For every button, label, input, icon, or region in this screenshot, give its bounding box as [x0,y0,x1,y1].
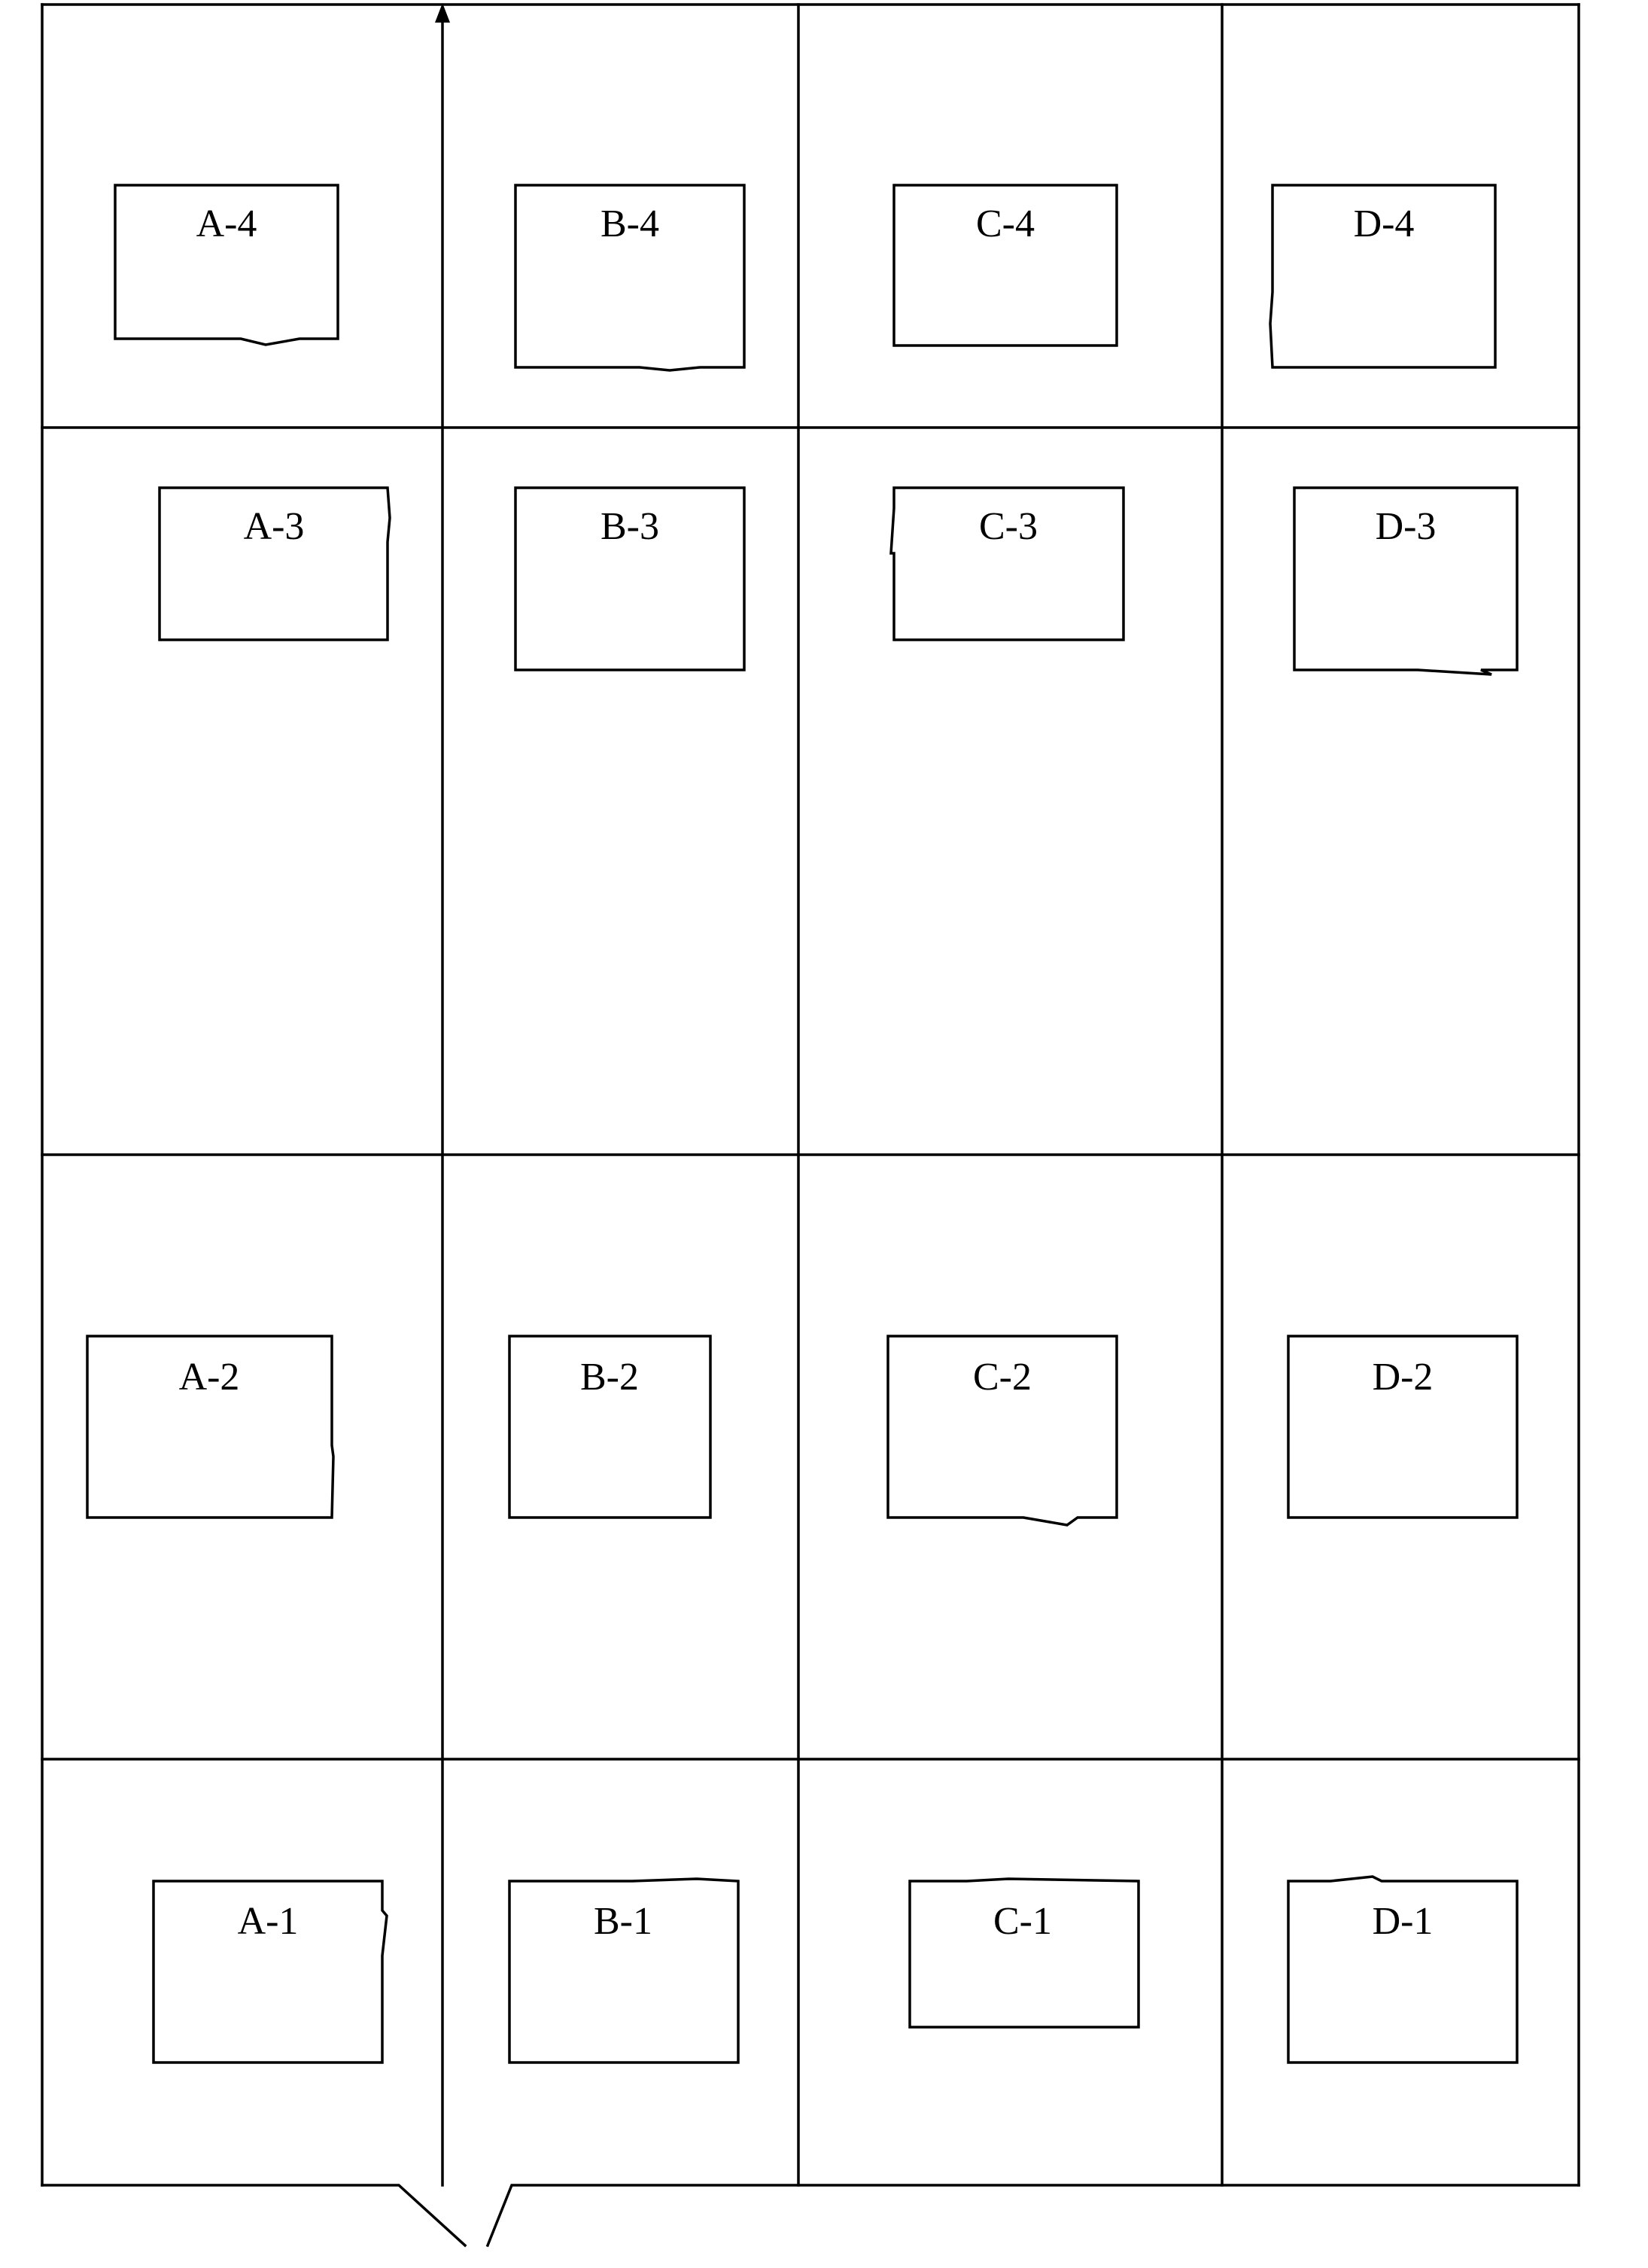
room-label: D-2 [1372,1356,1434,1399]
room-A-1 [154,1881,387,2063]
room-label: C-3 [979,505,1038,548]
room-C-2 [888,1336,1117,1525]
room-C-3 [891,488,1123,640]
room-C-1 [910,1879,1139,2027]
up-arrow [435,3,450,2185]
arrowhead-icon [435,3,450,23]
room-A-3 [160,488,390,640]
room-D-4 [1270,185,1495,367]
room-label: C-4 [976,202,1035,245]
room-B-1 [509,1879,738,2063]
room-C-4 [894,185,1117,346]
room-label: B-3 [601,505,659,548]
room-label: C-1 [993,1900,1052,1943]
room-label: A-2 [178,1356,240,1399]
room-label: A-1 [237,1900,299,1943]
room-label: B-1 [594,1900,652,1943]
room-D-1 [1288,1877,1517,2063]
room-label: D-4 [1353,202,1415,245]
room-label: C-2 [973,1356,1032,1399]
room-label: D-1 [1372,1900,1434,1943]
room-label: A-3 [243,505,305,548]
room-B-3 [515,488,744,670]
room-A-2 [87,1336,333,1518]
room-label: D-3 [1375,505,1437,548]
room-B-2 [509,1336,710,1518]
room-label: B-4 [601,202,659,245]
room-B-4 [515,185,744,370]
room-label: A-4 [196,202,257,245]
room-A-4 [115,185,338,345]
room-D-3 [1294,488,1517,674]
room-label: B-2 [580,1356,639,1399]
room-D-2 [1288,1336,1517,1518]
